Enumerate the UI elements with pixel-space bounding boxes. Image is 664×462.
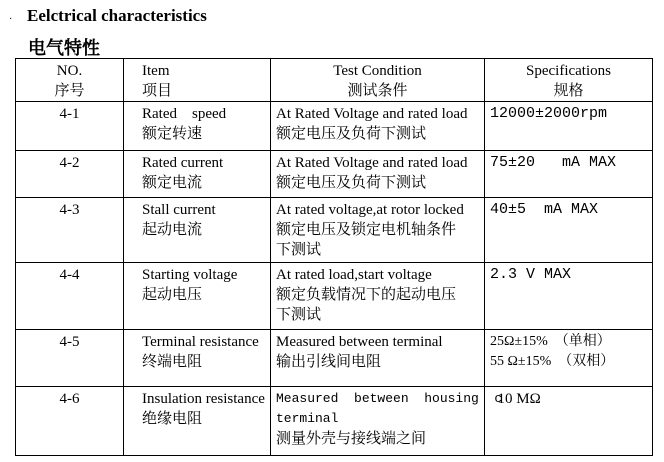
row-condition-en: At Rated Voltage and rated load xyxy=(276,155,468,171)
row-spec xyxy=(485,198,653,263)
row-no: 4-2 xyxy=(16,151,124,198)
header-condition-en: Test Condition xyxy=(333,63,422,79)
row-condition xyxy=(271,102,485,151)
row-condition xyxy=(271,330,485,387)
row-item-en: Starting voltage xyxy=(142,267,238,283)
table-row xyxy=(16,263,653,330)
row-item xyxy=(124,102,271,151)
table-row xyxy=(16,198,653,263)
row-condition-en: At Rated Voltage and rated load xyxy=(276,106,468,122)
row-condition xyxy=(271,198,485,263)
row-item-cn: 起动电压 xyxy=(142,287,203,303)
row-no: 4-4 xyxy=(16,263,124,330)
row-condition-cn: 额定负载情况下的起动电压 xyxy=(276,287,457,303)
row-no: 4-3 xyxy=(16,198,124,263)
header-no xyxy=(16,59,124,102)
electrical-spec-table xyxy=(15,58,653,456)
row-spec-value-2: 55 Ω±15% （双相） xyxy=(490,354,615,369)
row-item xyxy=(124,263,271,330)
row-condition-cn: 测量外壳与接线端之间 xyxy=(276,431,427,447)
row-spec-value: 75±20 mA MAX xyxy=(490,154,617,171)
row-no: 4-5 xyxy=(16,330,124,387)
header-spec-cn: 规格 xyxy=(553,83,584,99)
row-item xyxy=(124,198,271,263)
row-no: 4-1 xyxy=(16,102,124,151)
row-spec-value: 2.3 V MAX xyxy=(490,266,572,283)
row-item-en: Terminal resistance xyxy=(142,334,259,350)
row-item-cn: 终端电阻 xyxy=(142,354,203,370)
row-condition-cn: 额定电压及锁定电机轴条件 xyxy=(276,222,457,238)
row-condition-en-cont: terminal xyxy=(276,411,339,426)
row-item-cn: 绝缘电阻 xyxy=(142,411,203,427)
row-spec-value: 25Ω±15% （单相） xyxy=(490,334,611,349)
row-condition xyxy=(271,387,503,456)
row-condition-cn: 额定电压及负荷下测试 xyxy=(276,126,427,142)
row-spec-value: 10 MΩ xyxy=(490,391,541,407)
row-item-en: Stall current xyxy=(142,202,216,218)
row-condition-en: Measured between housing c xyxy=(276,391,503,406)
section-title-en: Eelctrical characteristics xyxy=(27,6,207,25)
row-item-cn: 额定转速 xyxy=(142,126,203,142)
table-row xyxy=(16,151,653,198)
row-condition-en: At rated voltage,at rotor locked xyxy=(276,202,464,218)
row-spec xyxy=(485,102,653,151)
row-item-en: Rated speed xyxy=(142,106,227,122)
header-no-cn: 序号 xyxy=(54,83,85,99)
header-no-en: NO. xyxy=(56,63,83,79)
table-header-row xyxy=(16,59,653,102)
row-condition-en: Measured between terminal xyxy=(276,334,443,350)
row-condition xyxy=(271,151,485,198)
row-spec xyxy=(485,330,653,387)
row-item xyxy=(124,387,271,456)
bullet-mark: · xyxy=(9,14,13,25)
header-condition-cn: 测试条件 xyxy=(347,83,408,99)
row-condition-cn: 输出引线间电阻 xyxy=(276,354,382,370)
header-item-en: Item xyxy=(142,63,170,79)
section-title-cn: 电气特性 xyxy=(28,38,100,58)
row-spec-value: 12000±2000rpm xyxy=(490,105,608,122)
row-condition-en: At rated load,start voltage xyxy=(276,267,432,283)
table-row xyxy=(16,102,653,151)
header-spec-en: Specifications xyxy=(526,63,611,79)
row-item-en: Insulation resistance xyxy=(142,391,265,407)
header-item xyxy=(124,59,271,102)
row-spec xyxy=(485,151,653,198)
table-row xyxy=(16,387,653,456)
row-condition-cn-cont: 下测试 xyxy=(276,307,322,323)
row-item-en: Rated current xyxy=(142,155,224,171)
row-condition xyxy=(271,263,485,330)
header-spec xyxy=(485,59,653,102)
row-spec-value: 40±5 mA MAX xyxy=(490,201,599,218)
row-item-cn: 额定电流 xyxy=(142,175,203,191)
header-item-cn: 项目 xyxy=(142,83,173,99)
row-no: 4-6 xyxy=(16,387,124,456)
row-spec xyxy=(485,387,653,456)
header-condition xyxy=(271,59,485,102)
row-condition-cn-cont: 下测试 xyxy=(276,242,322,258)
row-item xyxy=(124,330,271,387)
table-row xyxy=(16,330,653,387)
row-item xyxy=(124,151,271,198)
row-condition-cn: 额定电压及负荷下测试 xyxy=(276,175,427,191)
row-spec xyxy=(485,263,653,330)
row-item-cn: 起动电流 xyxy=(142,222,203,238)
